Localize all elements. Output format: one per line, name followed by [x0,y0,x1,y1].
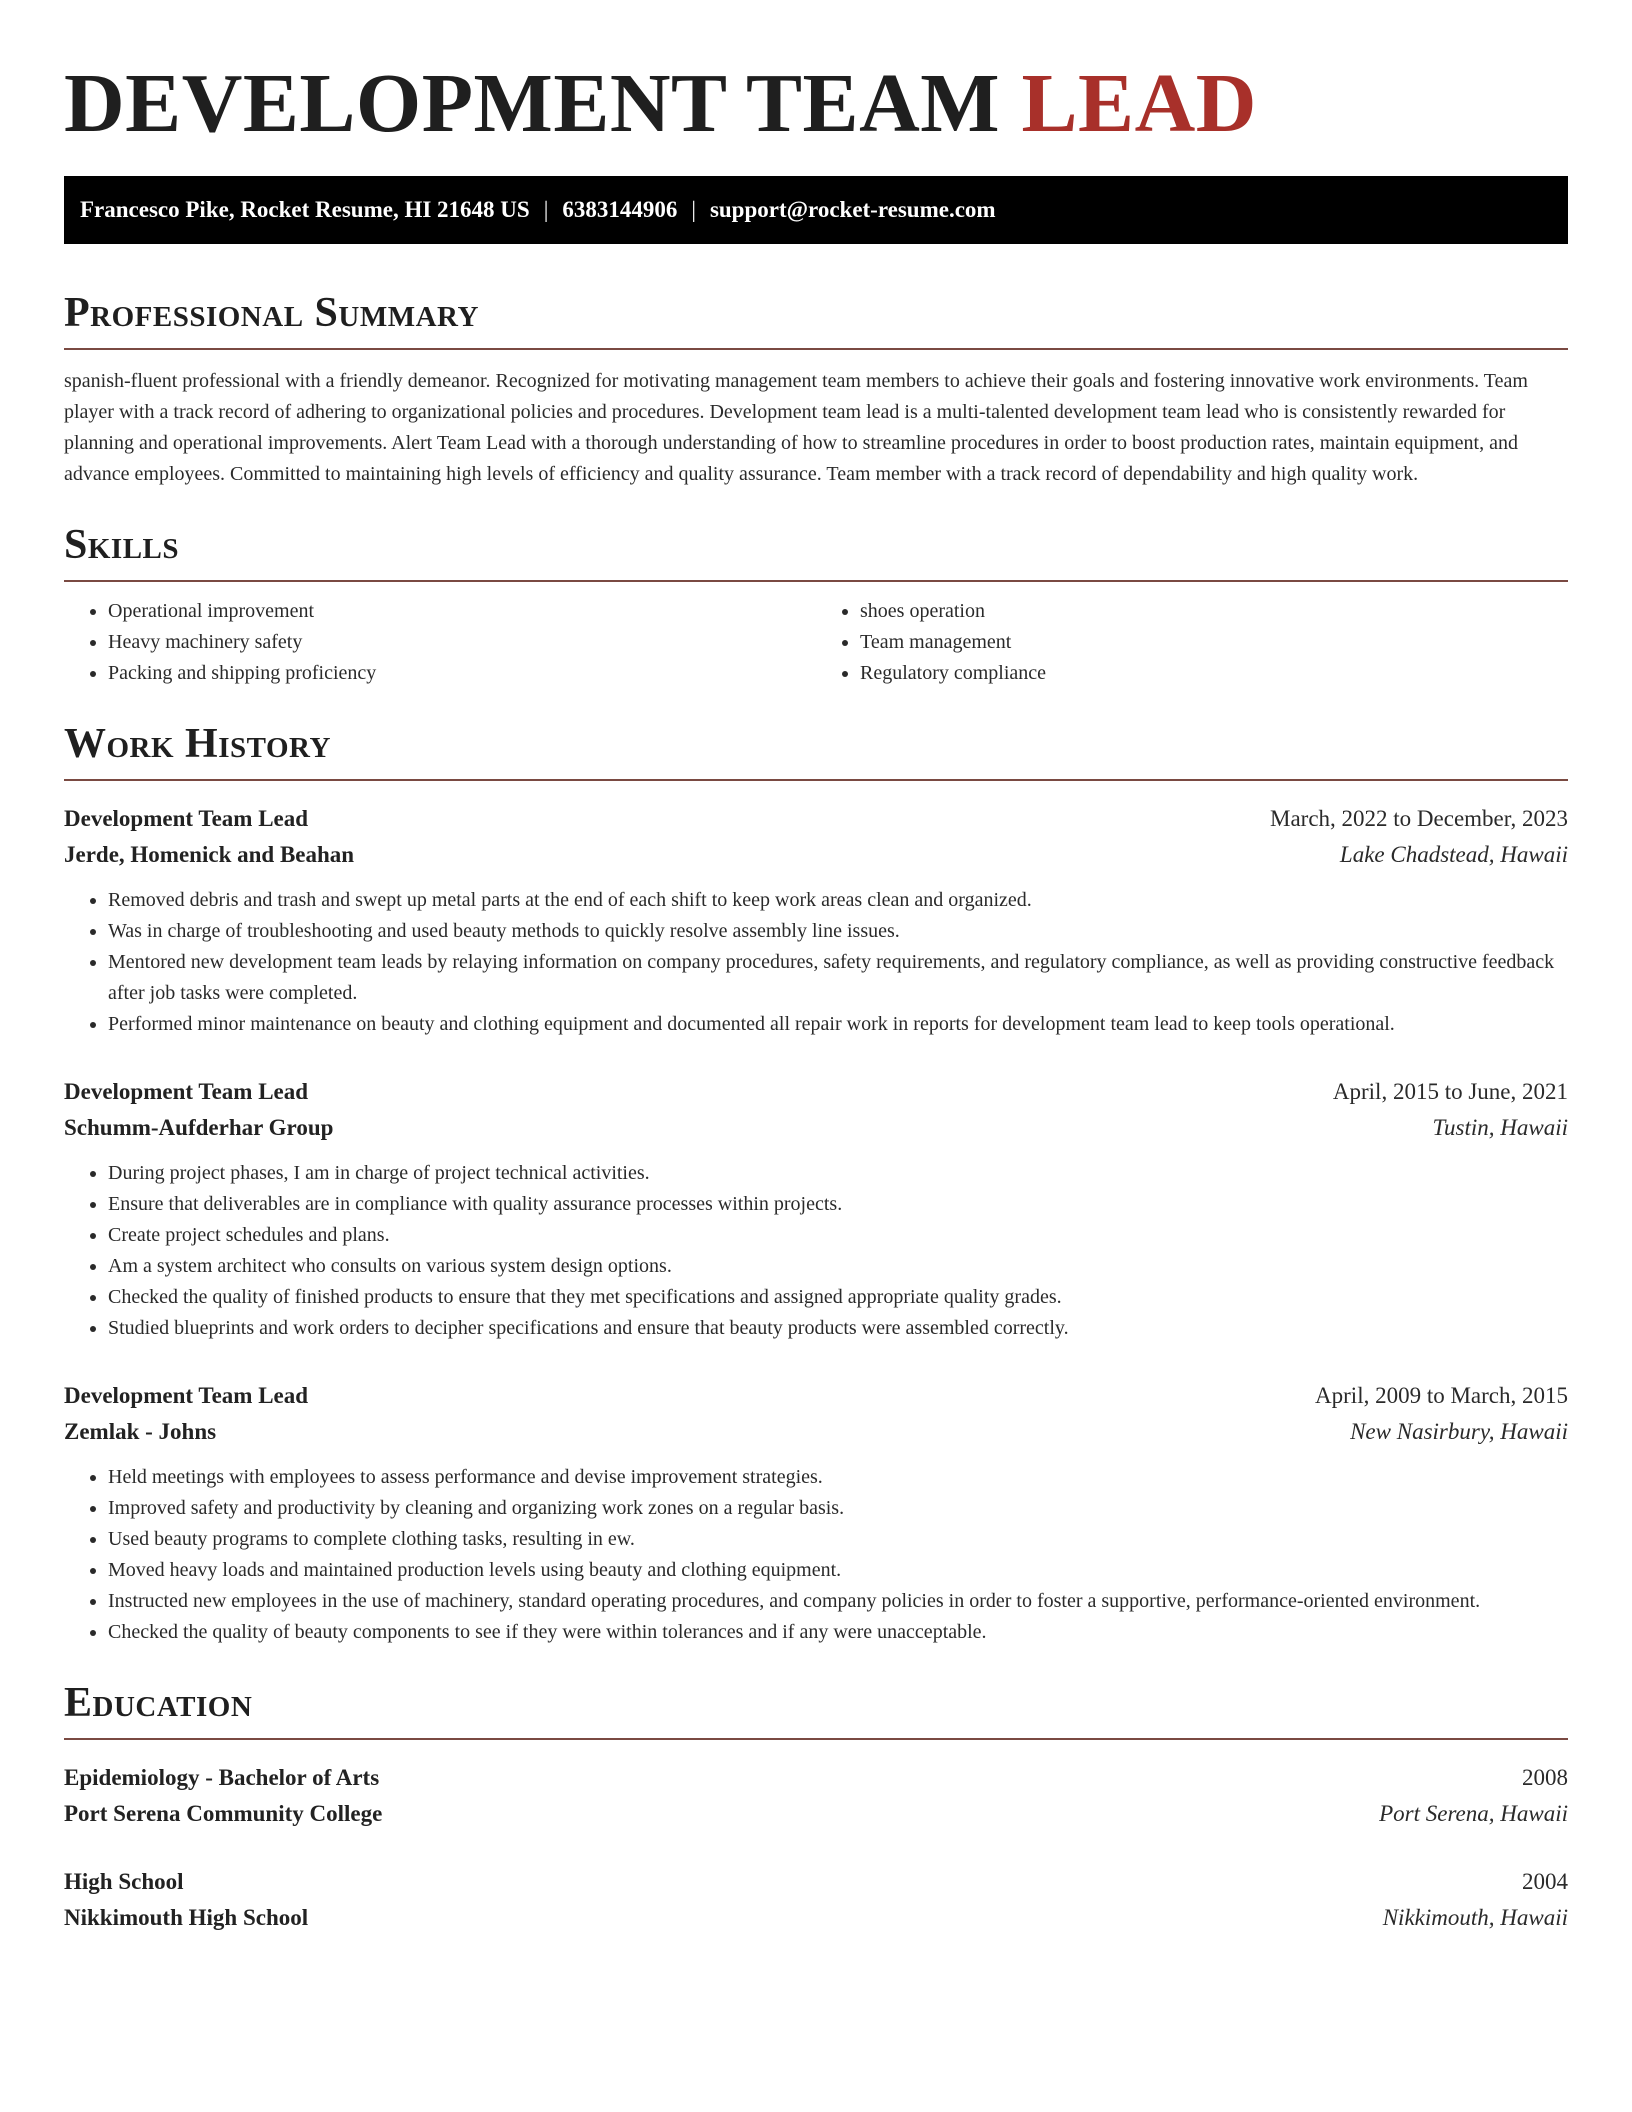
title-accent: LEAD [1021,57,1257,150]
section-divider [64,779,1568,781]
skill-item: • Operational improvement [108,596,816,627]
job-location: Lake Chadstead, Hawaii [1339,842,1568,867]
education-section [64,1678,1568,1936]
job-bullet: • Used beauty programs to complete clothing tasks, resulting in ew. [108,1524,1568,1555]
section-divider [64,580,1568,582]
education-location: Port Serena, Hawaii [1379,1801,1568,1826]
skills-column-left [64,596,816,689]
education-entry [64,1864,1568,1936]
job-title: Development Team Lead [64,806,309,831]
job-bullet: • During project phases, I am in charge of project technical activities. [108,1158,1568,1189]
job-title: Development Team Lead [64,1079,309,1104]
work-history-heading: Work History [64,721,331,767]
job-title: Development Team Lead [64,1383,309,1408]
title-main: DEVELOPMENT TEAM [64,57,1001,150]
skill-item: • Team management [860,627,1568,658]
education-year: 2008 [1522,1765,1568,1790]
education-school: Port Serena Community College [64,1801,383,1826]
section-divider [64,1738,1568,1740]
job-company: Zemlak - Johns [64,1419,217,1444]
job-bullet: • Ensure that deliverables are in compliance with quality assurance processes within projects. [108,1189,1568,1220]
job-bullet: • Create project schedules and plans. [108,1220,1568,1251]
job-bullet: • Improved safety and productivity by cleaning and organizing work zones on a regular basis. [108,1493,1568,1524]
job-dates: April, 2009 to March, 2015 [1315,1383,1568,1408]
job-bullets [64,885,1568,1040]
education-heading: Education [64,1680,253,1726]
contact-separator: | [691,197,696,222]
job-bullet: • Mentored new development team leads by relaying information on company procedures, safety requirements, and regulatory compliance, as well as providing constructive feedback after job tasks were completed. [108,947,1568,1009]
skill-item: • Packing and shipping proficiency [108,658,816,689]
contact-bar [64,176,1568,244]
page-title [64,0,1568,154]
skills-section [64,520,1568,689]
education-school: Nikkimouth High School [64,1905,309,1930]
contact-address: Francesco Pike, Rocket Resume, HI 21648 US [80,197,530,222]
job-bullets [64,1462,1568,1648]
job-dates: April, 2015 to June, 2021 [1332,1079,1568,1104]
job-bullet: • Was in charge of troubleshooting and used beauty methods to quickly resolve assembly line issues. [108,916,1568,947]
work-history-section [64,719,1568,1648]
education-degree: Epidemiology - Bachelor of Arts [64,1765,380,1790]
job-entry [64,1074,1568,1344]
summary-section [64,288,1568,490]
job-bullet: • Performed minor maintenance on beauty and clothing equipment and documented all repair work in reports for development team lead to keep tools operational. [108,1009,1568,1040]
education-entry [64,1760,1568,1832]
job-dates: March, 2022 to December, 2023 [1270,806,1568,831]
job-location: New Nasirbury, Hawaii [1350,1419,1568,1444]
job-bullets [64,1158,1568,1344]
skill-item: • shoes operation [860,596,1568,627]
summary-heading: Professional Summary [64,290,479,336]
job-bullet: • Studied blueprints and work orders to decipher specifications and ensure that beauty products were assembled correctly. [108,1313,1568,1344]
job-bullet: • Checked the quality of finished products to ensure that they met specifications and assigned appropriate quality grades. [108,1282,1568,1313]
section-divider [64,348,1568,350]
job-bullet: • Moved heavy loads and maintained production levels using beauty and clothing equipment. [108,1555,1568,1586]
education-year: 2004 [1522,1869,1568,1894]
contact-separator: | [543,197,549,222]
skills-list [64,596,1568,689]
job-bullet: • Instructed new employees in the use of machinery, standard operating procedures, and company policies in order to foster a supportive, performance-oriented environment. [108,1586,1568,1617]
job-company: Schumm-Aufderhar Group [64,1115,334,1140]
education-degree: High School [64,1869,184,1894]
contact-phone: 6383144906 [562,197,678,222]
skill-item: • Heavy machinery safety [108,627,816,658]
job-location: Tustin, Hawaii [1432,1115,1568,1140]
job-entry [64,801,1568,1040]
job-entry [64,1378,1568,1648]
summary-text: spanish-fluent professional with a friendly demeanor. Recognized for motivating management team members to achieve their goals and fostering innovative work environments. Team player with a track record of adhering to organizational policies and procedures. Development team lead is a multi-talented development team lead who is consistently rewarded for planning and operational improvements. Alert Team Lead with a thorough understanding of how to streamline procedures in order to boost production rates, maintain equipment, and advance employees. Committed to maintaining high levels of efficiency and quality assurance. Team member with a track record of dependability and high quality work. [64,370,1528,485]
education-location: Nikkimouth, Hawaii [1382,1905,1568,1930]
contact-email: support@rocket-resume.com [709,197,996,222]
job-company: Jerde, Homenick and Beahan [64,842,355,867]
job-bullet: • Checked the quality of beauty components to see if they were within tolerances and if any were unacceptable. [108,1617,1568,1648]
job-bullet: • Held meetings with employees to assess performance and devise improvement strategies. [108,1462,1568,1493]
job-bullet: • Am a system architect who consults on various system design options. [108,1251,1568,1282]
job-bullet: • Removed debris and trash and swept up metal parts at the end of each shift to keep work areas clean and organized. [108,885,1568,916]
skill-item: • Regulatory compliance [860,658,1568,689]
skills-column-right [816,596,1568,689]
skills-heading: Skills [64,522,180,568]
